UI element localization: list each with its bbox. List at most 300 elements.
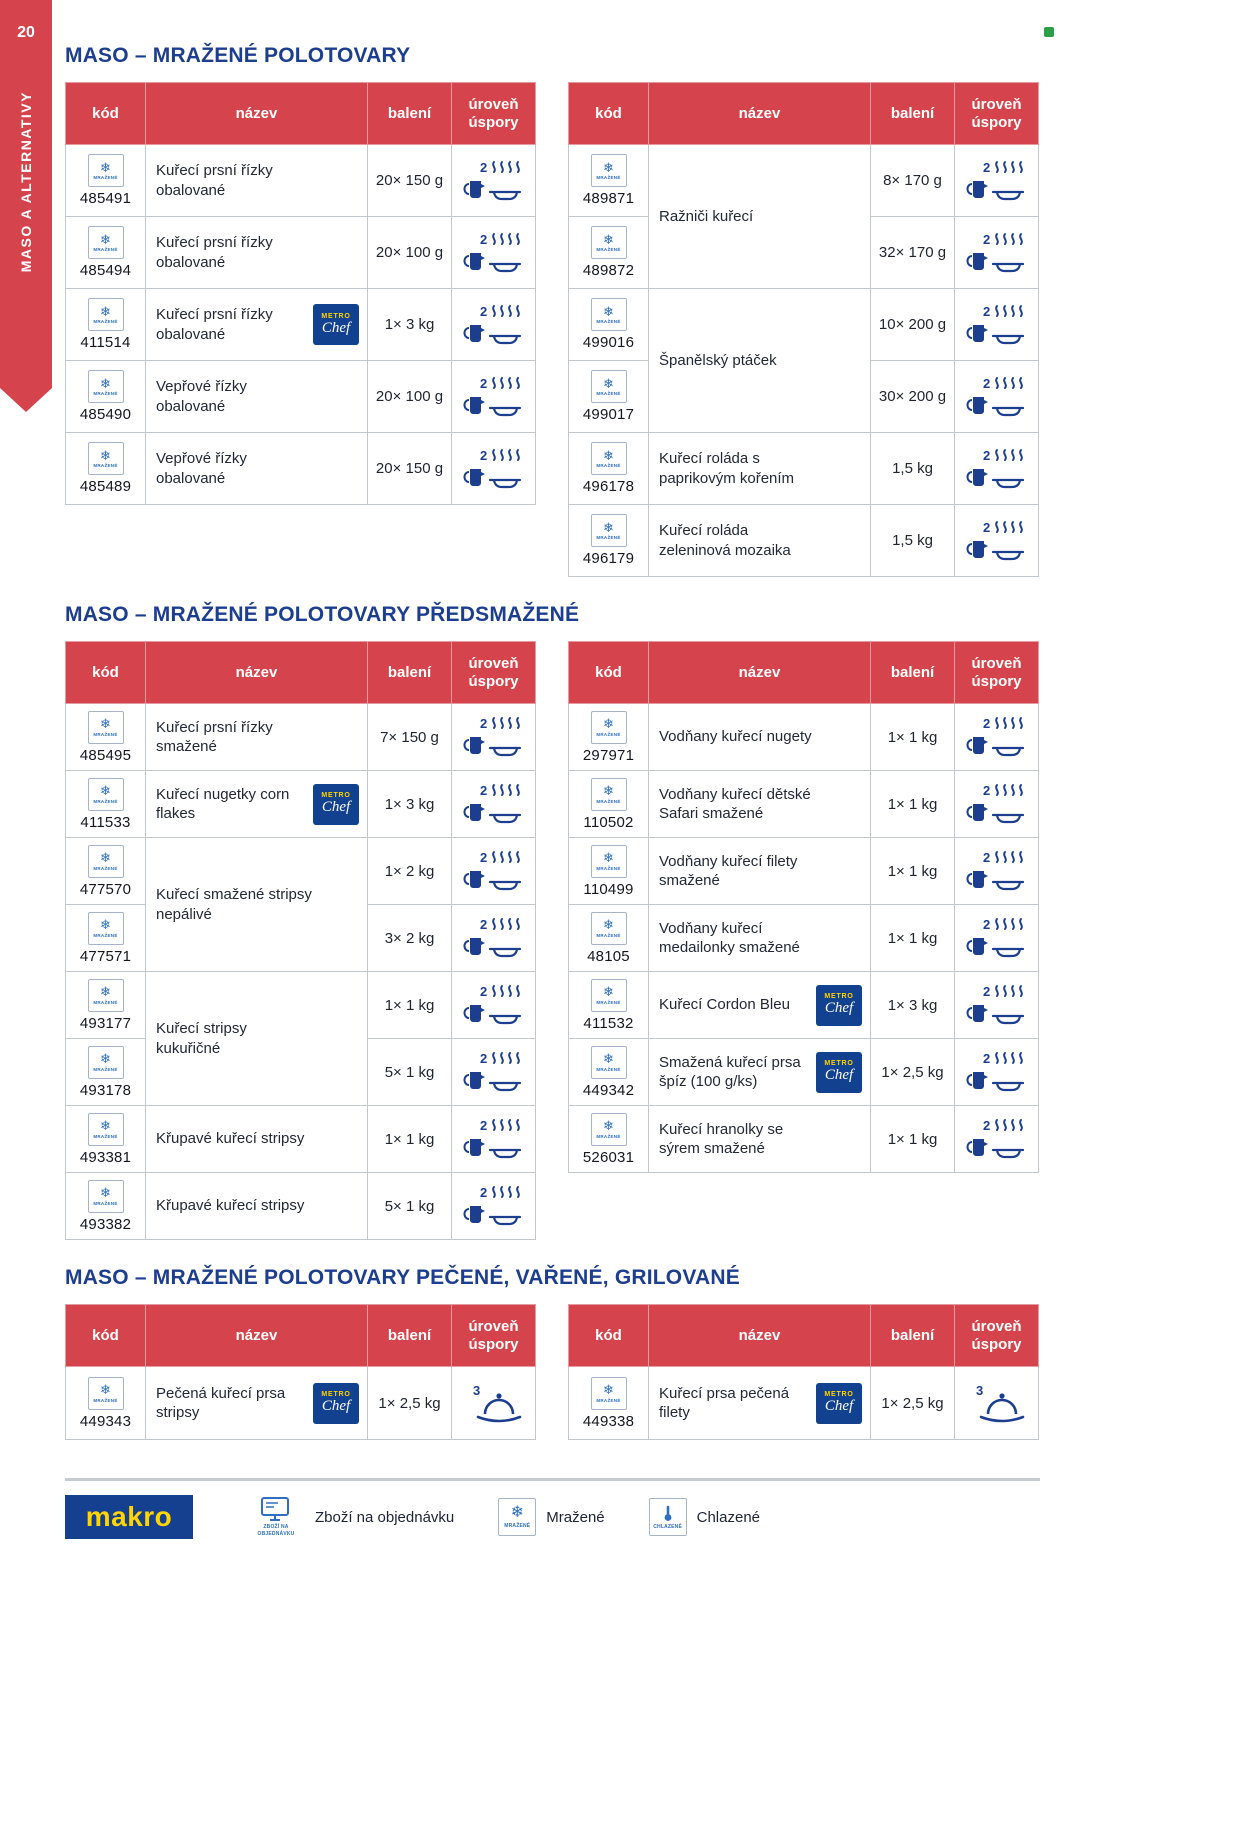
product-name: Kuřecí stripsy kukuřičné <box>156 1020 247 1057</box>
snowflake-icon: ❄ <box>603 917 614 933</box>
table-header-cell: balení <box>368 83 452 145</box>
product-name: Pečená kuřecí prsa stripsy <box>156 1384 286 1421</box>
savings-level-cell <box>452 972 536 1039</box>
product-code: 526031 <box>582 1148 635 1166</box>
savings-pot-icon <box>966 916 1028 960</box>
product-code: 485491 <box>79 190 132 207</box>
savings-pot-icon <box>966 1117 1028 1161</box>
svg-text:2: 2 <box>479 447 487 463</box>
svg-text:2: 2 <box>982 917 990 932</box>
legend-label: Chlazené <box>696 1508 761 1526</box>
savings-pot-icon <box>463 231 525 275</box>
frozen-product-icon: ❄ MRAŽENÉ <box>591 1113 627 1146</box>
product-code-cell <box>569 433 649 505</box>
product-row <box>569 771 1039 838</box>
product-name: Kuřecí smažené stripsy nepálivé <box>156 886 312 923</box>
snowflake-icon: ❄ <box>100 1382 111 1398</box>
product-row <box>569 905 1039 972</box>
table-header-cell: kód <box>66 1305 146 1367</box>
svg-text:2: 2 <box>479 231 487 247</box>
table-header-cell: název <box>146 642 368 704</box>
table-header-cell: úroveň úspory <box>955 1305 1039 1367</box>
products-table <box>65 641 536 1240</box>
savings-pot-icon <box>966 715 1028 759</box>
frozen-product-icon: ❄ MRAŽENÉ <box>88 1113 124 1146</box>
product-row <box>66 704 536 771</box>
savings-level-cell <box>452 1039 536 1106</box>
svg-text:2: 2 <box>479 850 487 865</box>
frozen-product-icon: ❄ MRAŽENÉ <box>591 370 627 403</box>
product-code-cell <box>66 838 146 905</box>
svg-text:2: 2 <box>982 447 990 463</box>
frozen-product-icon: ❄ MRAŽENÉ <box>88 979 124 1012</box>
snowflake-icon: ❄ <box>603 447 614 463</box>
product-name: Vodňany kuřecí medailonky smažené <box>659 919 800 956</box>
product-name: Křupavé kuřecí stripsy <box>156 1130 305 1148</box>
makro-logo: makro <box>65 1495 193 1539</box>
table-header-cell: úroveň úspory <box>452 642 536 704</box>
savings-pot-icon <box>463 447 525 491</box>
metro-chef-badge: METRO Chef <box>313 1383 359 1424</box>
pack-size-cell: 1× 1 kg <box>871 1106 955 1173</box>
pack-size-cell: 1× 1 kg <box>368 1106 452 1173</box>
product-code-cell <box>66 433 146 505</box>
product-row <box>569 433 1039 505</box>
snowflake-icon: ❄ <box>100 917 111 933</box>
svg-text:2: 2 <box>982 375 990 391</box>
snowflake-icon: ❄ <box>100 447 111 463</box>
product-code-cell <box>569 1039 649 1106</box>
product-name-cell <box>649 905 871 972</box>
frozen-product-icon: ❄ MRAŽENÉ <box>591 979 627 1012</box>
product-name-cell <box>649 771 871 838</box>
product-code: 411533 <box>80 813 131 831</box>
main-content <box>65 0 1040 1539</box>
svg-text:2: 2 <box>479 159 487 175</box>
product-name: Kuřecí nugetky corn flakes <box>156 785 290 822</box>
svg-text:2: 2 <box>982 159 990 175</box>
thermometer-icon <box>662 1505 674 1522</box>
product-row <box>569 838 1039 905</box>
frozen-product-icon: ❄ MRAŽENÉ <box>88 845 124 878</box>
savings-level-cell <box>955 145 1039 217</box>
svg-text:3: 3 <box>472 1383 480 1398</box>
product-name-cell <box>146 361 368 433</box>
product-row <box>569 289 1039 361</box>
pack-size-cell: 30× 200 g <box>871 361 955 433</box>
section-title: MASO – MRAŽENÉ POLOTOVARY PŘEDSMAŽENÉ <box>65 603 580 626</box>
snowflake-icon: ❄ <box>100 783 111 799</box>
snowflake-icon: ❄ <box>100 231 111 247</box>
product-name-cell <box>146 217 368 289</box>
frozen-product-icon: ❄ MRAŽENÉ <box>591 1377 627 1410</box>
pack-size-cell: 1× 1 kg <box>871 704 955 771</box>
pack-size-cell: 1× 2,5 kg <box>871 1039 955 1106</box>
savings-pot-icon <box>966 849 1028 893</box>
svg-text:2: 2 <box>479 716 487 731</box>
snowflake-icon: ❄ <box>100 984 111 1000</box>
snowflake-icon: ❄ <box>603 375 614 391</box>
table-header-cell: balení <box>871 83 955 145</box>
product-row <box>66 838 536 905</box>
savings-pot-icon <box>463 916 525 960</box>
frozen-product-icon: ❄ MRAŽENÉ <box>88 298 124 331</box>
product-code: 493178 <box>79 1081 132 1099</box>
pack-size-cell: 7× 150 g <box>368 704 452 771</box>
savings-level-cell <box>452 1106 536 1173</box>
savings-level-cell <box>452 1173 536 1240</box>
savings-level-cell <box>452 361 536 433</box>
sidebar-category-tab <box>0 0 52 388</box>
product-name: Vepřové řízky obalované <box>156 450 247 487</box>
product-code-cell <box>66 1039 146 1106</box>
pack-size-cell: 20× 100 g <box>368 361 452 433</box>
savings-level-cell <box>452 905 536 972</box>
frozen-product-icon: ❄ MRAŽENÉ <box>591 226 627 259</box>
product-code: 499017 <box>582 406 635 423</box>
product-name: Kuřecí Cordon Bleu <box>659 996 790 1014</box>
product-code: 493382 <box>79 1215 132 1233</box>
pack-size-cell: 1× 2,5 kg <box>368 1367 452 1440</box>
product-code: 110502 <box>583 813 634 831</box>
svg-text:2: 2 <box>479 1051 487 1066</box>
savings-level-cell <box>452 289 536 361</box>
product-code-cell <box>66 1367 146 1440</box>
savings-pot-icon <box>966 375 1028 419</box>
svg-text:2: 2 <box>479 1118 487 1133</box>
product-code-cell <box>66 289 146 361</box>
table-header-cell: název <box>146 83 368 145</box>
chilled-legend-icon <box>649 1498 687 1536</box>
product-name-cell <box>649 704 871 771</box>
svg-text:2: 2 <box>982 1118 990 1133</box>
product-name-cell <box>649 145 871 289</box>
product-name: Ražniči kuřecí <box>659 207 754 225</box>
svg-text:2: 2 <box>982 1051 990 1066</box>
product-code-cell <box>66 905 146 972</box>
product-row <box>66 289 536 361</box>
frozen-product-icon: ❄ MRAŽENÉ <box>88 154 124 187</box>
product-code: 489872 <box>582 262 635 279</box>
snowflake-icon: ❄ <box>100 159 111 175</box>
savings-pot-icon <box>463 1117 525 1161</box>
savings-pot-icon <box>463 782 525 826</box>
product-code: 485490 <box>79 406 132 423</box>
product-row <box>66 1367 536 1440</box>
product-code: 477571 <box>79 947 132 965</box>
legend-label: Zboží na objednávku <box>315 1508 455 1526</box>
product-name-cell <box>146 972 368 1106</box>
savings-level-cell <box>955 217 1039 289</box>
snowflake-icon: ❄ <box>603 1118 614 1134</box>
product-code: 477570 <box>79 880 132 898</box>
savings-pot-icon <box>966 231 1028 275</box>
snowflake-icon: ❄ <box>603 1051 614 1067</box>
product-name: Kuřecí prsní řízky obalované <box>156 162 273 199</box>
product-row <box>66 145 536 217</box>
svg-text:2: 2 <box>479 1185 487 1200</box>
product-code-cell <box>569 217 649 289</box>
pack-size-cell: 1× 2 kg <box>368 838 452 905</box>
recycle-mark-icon <box>1044 27 1054 37</box>
legend-item-frozen <box>498 1498 604 1536</box>
savings-level-cell <box>955 1367 1039 1440</box>
frozen-product-icon: ❄ MRAŽENÉ <box>88 442 124 475</box>
metro-chef-badge: METRO Chef <box>313 304 359 345</box>
product-name: Kuřecí hranolky se sýrem smažené <box>659 1120 784 1157</box>
svg-text:2: 2 <box>982 984 990 999</box>
product-code: 48105 <box>587 947 630 965</box>
product-code: 411514 <box>80 334 131 351</box>
savings-level-cell <box>955 771 1039 838</box>
snowflake-icon: ❄ <box>603 159 614 175</box>
snowflake-icon: ❄ <box>603 519 614 535</box>
section-prefried-semiproducts <box>65 603 1040 1240</box>
products-table <box>568 82 1039 577</box>
product-name-cell <box>146 771 368 838</box>
pack-size-cell: 5× 1 kg <box>368 1039 452 1106</box>
savings-level-cell <box>955 361 1039 433</box>
table-header-cell: balení <box>368 642 452 704</box>
product-code-cell <box>66 704 146 771</box>
product-name-cell <box>146 145 368 217</box>
snowflake-icon: ❄ <box>603 850 614 866</box>
table-header-cell: úroveň úspory <box>955 83 1039 145</box>
pack-size-cell: 1× 3 kg <box>368 771 452 838</box>
product-code: 485495 <box>79 746 132 764</box>
table-header-cell: úroveň úspory <box>955 642 1039 704</box>
savings-level-cell <box>452 771 536 838</box>
product-row <box>569 1367 1039 1440</box>
product-code: 485489 <box>79 478 132 495</box>
table-header-cell: název <box>649 1305 871 1367</box>
savings-level-cell <box>955 505 1039 577</box>
page-number: 20 <box>17 24 35 41</box>
pack-size-cell: 1× 2,5 kg <box>871 1367 955 1440</box>
savings-level-cell <box>452 217 536 289</box>
pack-size-cell: 20× 100 g <box>368 217 452 289</box>
products-table <box>65 1304 536 1440</box>
svg-text:2: 2 <box>479 375 487 391</box>
savings-level-cell <box>452 704 536 771</box>
frozen-product-icon: ❄ MRAŽENÉ <box>591 1046 627 1079</box>
frozen-legend-icon <box>498 1498 536 1536</box>
pack-size-cell: 1× 3 kg <box>368 289 452 361</box>
savings-level-cell <box>955 838 1039 905</box>
table-header-cell: balení <box>871 1305 955 1367</box>
product-code: 499016 <box>582 334 635 351</box>
product-code-cell <box>569 1367 649 1440</box>
product-name: Kuřecí prsa pečená filety <box>659 1384 790 1421</box>
product-name: Vodňany kuřecí nugety <box>659 728 812 746</box>
table-header-cell: kód <box>569 1305 649 1367</box>
pack-size-cell: 10× 200 g <box>871 289 955 361</box>
snowflake-icon: ❄ <box>100 375 111 391</box>
pack-size-cell: 1× 1 kg <box>871 771 955 838</box>
product-row <box>569 145 1039 217</box>
product-code-cell <box>66 217 146 289</box>
product-code-cell <box>66 1173 146 1240</box>
tables-row <box>65 641 1040 1240</box>
table-header-cell: kód <box>569 83 649 145</box>
product-row <box>569 972 1039 1039</box>
frozen-product-icon: ❄ MRAŽENÉ <box>591 154 627 187</box>
savings-pot-icon <box>966 782 1028 826</box>
table-header-cell: úroveň úspory <box>452 1305 536 1367</box>
product-name-cell <box>146 289 368 361</box>
product-name-cell <box>146 704 368 771</box>
snowflake-icon: ❄ <box>510 1504 524 1521</box>
product-code-cell <box>569 905 649 972</box>
legend-items <box>247 1497 760 1537</box>
table-header-cell: název <box>649 642 871 704</box>
product-code-cell <box>66 972 146 1039</box>
savings-pot-icon <box>463 715 525 759</box>
product-name-cell <box>649 972 871 1039</box>
savings-level-cell <box>955 905 1039 972</box>
product-code: 449338 <box>582 1412 635 1430</box>
table-header-cell: úroveň úspory <box>452 83 536 145</box>
product-name-cell <box>649 289 871 433</box>
svg-text:2: 2 <box>479 984 487 999</box>
savings-level-cell <box>955 704 1039 771</box>
section-title: MASO – MRAŽENÉ POLOTOVARY PEČENÉ, VAŘENÉ, GRILOVANÉ <box>65 1266 740 1289</box>
pack-size-cell: 32× 170 g <box>871 217 955 289</box>
snowflake-icon: ❄ <box>100 303 111 319</box>
savings-level-cell <box>955 433 1039 505</box>
product-name: Kuřecí prsní řízky obalované <box>156 234 273 271</box>
metro-chef-badge: METRO Chef <box>816 1383 862 1424</box>
product-row <box>66 1173 536 1240</box>
savings-pot-icon <box>966 159 1028 203</box>
savings-pot-icon <box>463 849 525 893</box>
product-row <box>569 1039 1039 1106</box>
product-row <box>66 217 536 289</box>
snowflake-icon: ❄ <box>100 1051 111 1067</box>
products-table <box>568 1304 1039 1440</box>
sidebar-category-label: MASO A ALTERNATIVY <box>18 91 34 273</box>
product-name-cell <box>649 433 871 505</box>
savings-pot-icon <box>463 983 525 1027</box>
svg-text:2: 2 <box>479 303 487 319</box>
frozen-product-icon: ❄ MRAŽENÉ <box>88 912 124 945</box>
snowflake-icon: ❄ <box>100 1185 111 1201</box>
legend-label: Mražené <box>546 1508 605 1526</box>
pack-size-cell: 3× 2 kg <box>368 905 452 972</box>
legend-item-chilled <box>649 1498 760 1536</box>
product-name-cell <box>649 1106 871 1173</box>
table-header-cell: kód <box>66 83 146 145</box>
frozen-product-icon: ❄ MRAŽENÉ <box>591 298 627 331</box>
savings-level-cell <box>452 433 536 505</box>
product-name-cell <box>146 1106 368 1173</box>
frozen-product-icon: ❄ MRAŽENÉ <box>591 514 627 547</box>
product-code: 110499 <box>583 880 634 898</box>
pack-size-cell: 8× 170 g <box>871 145 955 217</box>
product-code: 489871 <box>582 190 635 207</box>
legend-caption: MRAŽENÉ <box>504 1523 531 1529</box>
footer-legend <box>65 1478 1040 1539</box>
savings-level-cell <box>955 972 1039 1039</box>
product-code-cell <box>569 972 649 1039</box>
snowflake-icon: ❄ <box>603 984 614 1000</box>
pack-size-cell: 1× 3 kg <box>871 972 955 1039</box>
snowflake-icon: ❄ <box>100 850 111 866</box>
product-code-cell <box>569 1106 649 1173</box>
product-code: 449342 <box>582 1081 635 1099</box>
product-code: 297971 <box>582 746 635 764</box>
product-code: 493177 <box>79 1014 132 1032</box>
savings-pot-icon <box>463 1184 525 1228</box>
tables-row <box>65 82 1040 577</box>
pack-size-cell: 1,5 kg <box>871 433 955 505</box>
savings-level-cell <box>955 1106 1039 1173</box>
snowflake-icon: ❄ <box>603 303 614 319</box>
savings-dish-icon <box>966 1381 1028 1425</box>
metro-chef-badge: METRO Chef <box>816 1052 862 1093</box>
svg-text:2: 2 <box>982 519 990 535</box>
product-name: Smažená kuřecí prsa špíz (100 g/ks) <box>659 1053 801 1090</box>
product-code: 496178 <box>582 478 635 495</box>
product-name-cell <box>649 1039 871 1106</box>
frozen-product-icon: ❄ MRAŽENÉ <box>591 711 627 744</box>
product-code-cell <box>569 145 649 217</box>
metro-chef-badge: METRO Chef <box>313 784 359 825</box>
metro-chef-badge: METRO Chef <box>816 985 862 1026</box>
product-name: Kuřecí prsní řízky smažené <box>156 718 273 755</box>
frozen-product-icon: ❄ MRAŽENÉ <box>591 912 627 945</box>
product-name-cell <box>146 1173 368 1240</box>
frozen-product-icon: ❄ MRAŽENÉ <box>591 778 627 811</box>
frozen-product-icon: ❄ MRAŽENÉ <box>88 1046 124 1079</box>
snowflake-icon: ❄ <box>603 783 614 799</box>
product-code-cell <box>66 361 146 433</box>
savings-level-cell <box>955 1039 1039 1106</box>
product-row <box>569 704 1039 771</box>
pack-size-cell: 20× 150 g <box>368 433 452 505</box>
savings-pot-icon <box>463 1050 525 1094</box>
product-code-cell <box>569 704 649 771</box>
savings-level-cell <box>452 1367 536 1440</box>
svg-text:2: 2 <box>479 783 487 798</box>
frozen-product-icon: ❄ MRAŽENÉ <box>88 1377 124 1410</box>
frozen-product-icon: ❄ MRAŽENÉ <box>88 711 124 744</box>
frozen-product-icon: ❄ MRAŽENÉ <box>88 1180 124 1213</box>
table-header-cell: balení <box>368 1305 452 1367</box>
product-name: Křupavé kuřecí stripsy <box>156 1197 305 1215</box>
product-code-cell <box>66 771 146 838</box>
product-name: Vepřové řízky obalované <box>156 378 247 415</box>
product-name-cell <box>649 1367 871 1440</box>
legend-caption: CHLAZENÉ <box>653 1523 683 1530</box>
pack-size-cell: 20× 150 g <box>368 145 452 217</box>
savings-pot-icon <box>966 983 1028 1027</box>
product-name: Kuřecí roláda s paprikovým kořením <box>659 450 795 487</box>
savings-dish-icon <box>463 1381 525 1425</box>
section-frozen-semiproducts <box>65 44 1040 577</box>
snowflake-icon: ❄ <box>603 716 614 732</box>
product-name-cell <box>649 505 871 577</box>
savings-level-cell <box>452 838 536 905</box>
products-table <box>568 641 1039 1173</box>
product-code-cell <box>66 1106 146 1173</box>
frozen-product-icon: ❄ MRAŽENÉ <box>591 442 627 475</box>
table-header-cell: kód <box>569 642 649 704</box>
product-code-cell <box>569 289 649 361</box>
product-name: Španělský ptáček <box>659 351 777 369</box>
frozen-product-icon: ❄ MRAŽENÉ <box>88 370 124 403</box>
order-computer-icon <box>247 1497 305 1537</box>
